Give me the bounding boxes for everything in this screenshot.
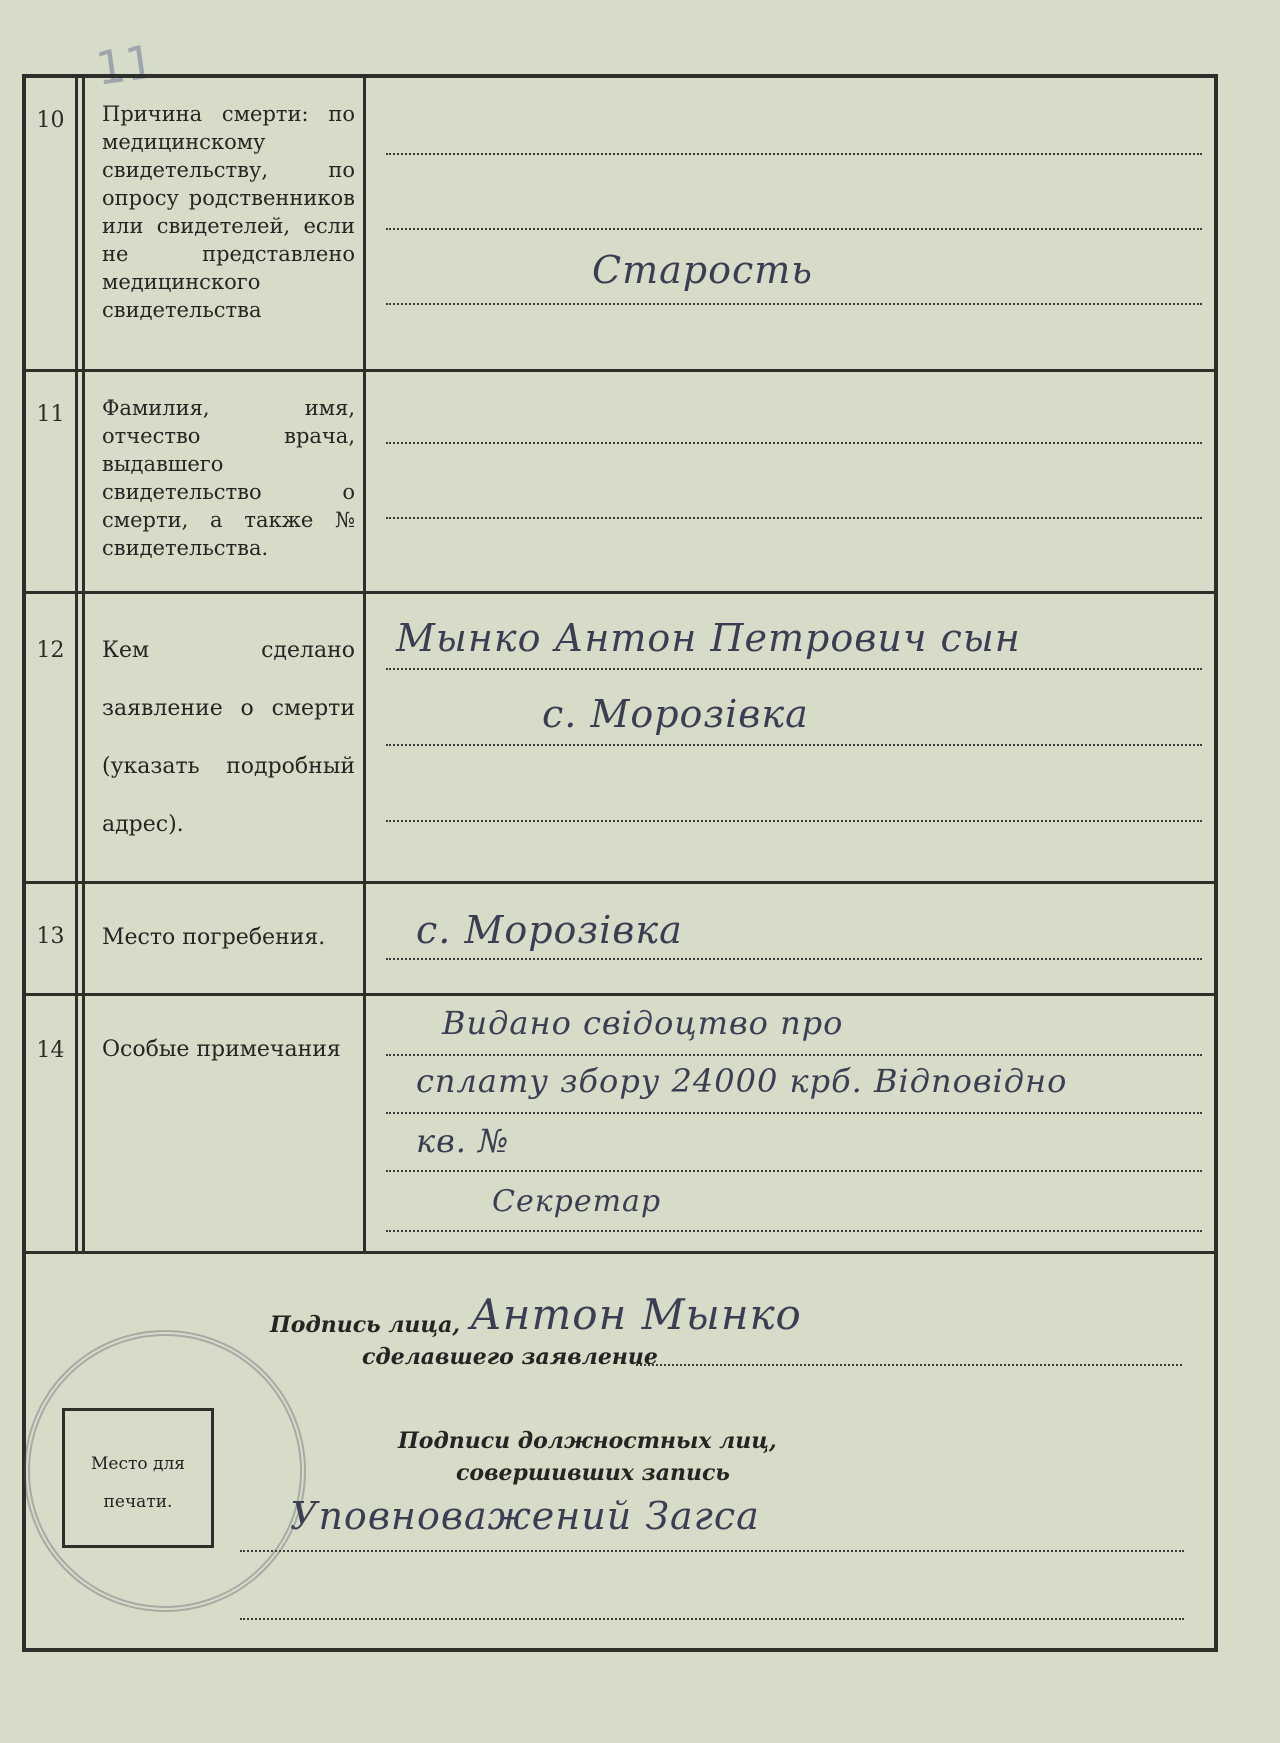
row-14 [26, 996, 1214, 1254]
handwritten-entry: Мынко Антон Петрович сын [396, 616, 1021, 660]
row-fill-area [372, 78, 1214, 369]
row-11 [26, 372, 1214, 594]
corner-pencil-mark: 11 [92, 34, 159, 96]
row-10 [26, 78, 1214, 372]
handwritten-entry: Старость [592, 248, 813, 292]
handwritten-entry: с. Морозівка [542, 692, 809, 736]
row-label: Особые примечания [90, 996, 366, 1251]
row-12 [26, 594, 1214, 884]
handwritten-entry: Видано свідоцтво про [442, 1004, 844, 1042]
officials-signature-label: Подписи должностных лиц, [398, 1428, 777, 1454]
row-number: 11 [26, 372, 78, 591]
handwritten-entry: с. Морозівка [416, 908, 683, 952]
row-fill-area [372, 884, 1214, 993]
handwritten-entry: кв. № [416, 1122, 510, 1160]
row-13 [26, 884, 1214, 996]
row-number: 13 [26, 884, 78, 993]
declarant-signature-label-2: сделавшего заявление [362, 1344, 658, 1370]
row-number: 14 [26, 996, 78, 1251]
row-fill-area [372, 996, 1214, 1251]
declarant-signature-label: Подпись лица, [270, 1312, 460, 1338]
row-number: 12 [26, 594, 78, 881]
declarant-signature: Антон Мынко [470, 1290, 802, 1339]
row-label: Причина смерти: по медицинскому свидетельству, по опросу родственников или свидетелей, если не представлено медицинского свидетельства [90, 78, 366, 369]
seal-placeholder-box [62, 1408, 214, 1548]
handwritten-entry: Секретар [492, 1184, 662, 1219]
row-label: Место погребения. [90, 884, 366, 993]
row-fill-area [372, 372, 1214, 591]
seal-box-text-1: Место для [90, 1454, 186, 1474]
row-label: Фамилия, имя, отчество врача, выдавшего свидетельство о смерти, а также № свидетельства. [90, 372, 366, 591]
row-label: Кем сделано заявление о смерти (указать подробный адрес). [90, 594, 366, 881]
officials-signature-label-2: совершивших запись [456, 1460, 730, 1486]
row-number: 10 [26, 78, 78, 369]
handwritten-entry: сплату збору 24000 крб. Відповідно [416, 1062, 1068, 1100]
row-fill-area [372, 594, 1214, 881]
officials-signature: Уповноважений Загса [290, 1494, 760, 1538]
seal-box-text-2: печати. [103, 1492, 173, 1512]
